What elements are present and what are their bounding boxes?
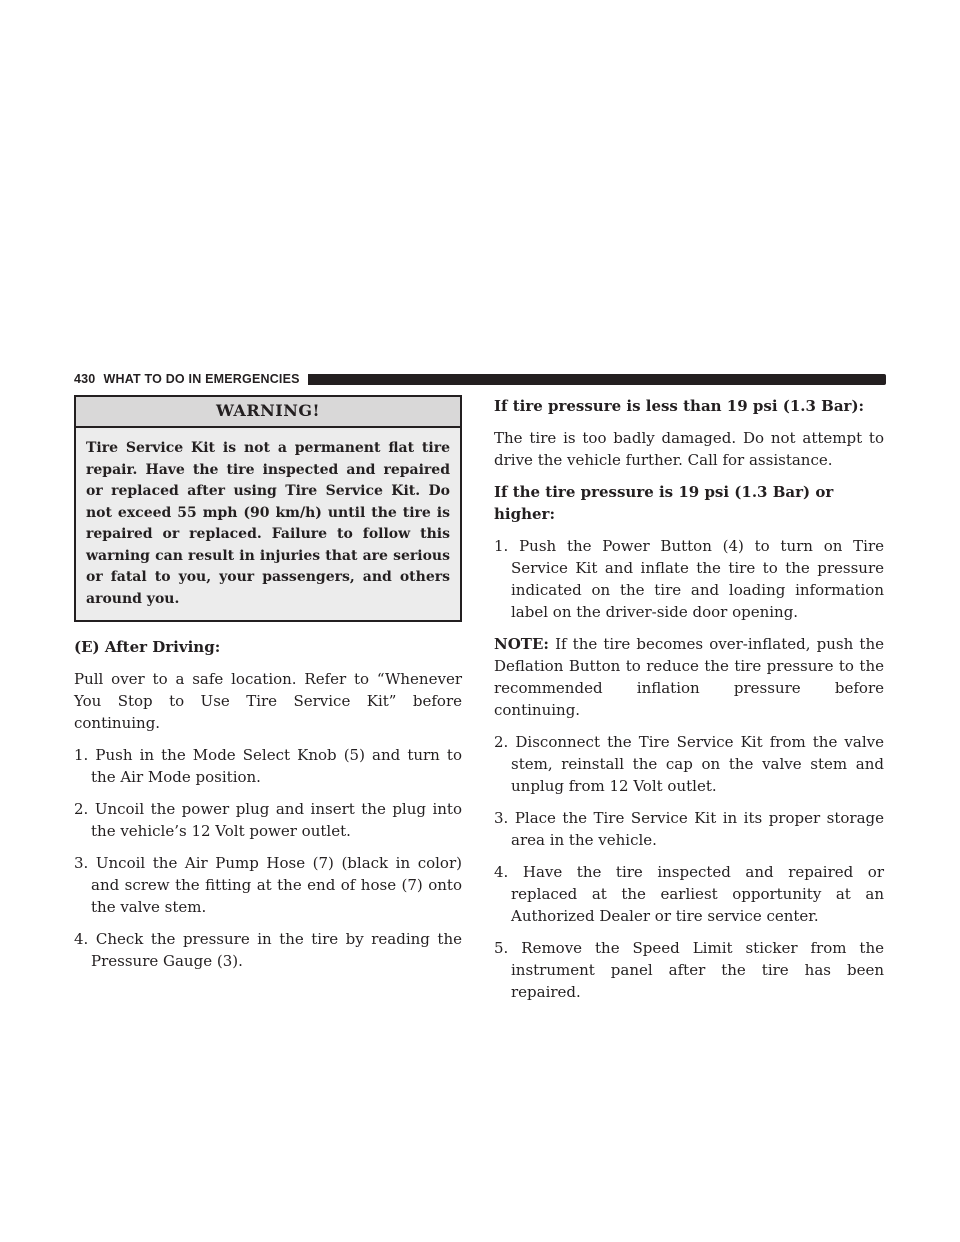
section-title: WHAT TO DO IN EMERGENCIES [103,372,300,386]
list-item [74,744,462,788]
warning-box [74,395,462,622]
high-pressure-heading: If the tire pressure is 19 psi (1.3 Bar) or higher: [494,483,834,523]
low-pressure-heading: If tire pressure is less than 19 psi (1.3 Bar): [494,397,865,415]
high-pressure-step-1 [494,535,884,623]
list-item [494,807,884,851]
list-item [494,861,884,927]
note-text: If the tire becomes over-inflated, push the Deflation Button to reduce the tire pressure to the recommended inflation pressure before continuing. [494,635,884,719]
step-number: 4. [494,863,509,881]
step-number: 4. [74,930,89,948]
step-text: Check the pressure in the tire by reading the Pressure Gauge (3). [91,930,462,970]
step-number: 1. [494,537,509,555]
list-item [494,937,884,1003]
list-item [74,798,462,842]
step-number: 2. [494,733,509,751]
list-item [74,852,462,918]
step-text: Uncoil the power plug and insert the plug into the vehicle’s 12 Volt power outlet. [91,800,462,840]
warning-text: Tire Service Kit is not a permanent flat tire repair. Have the tire inspected and repaired or replaced after using Tire Service Kit. Do not exceed 55 mph (90 km/h) until the tire is repaired or replaced. Failure to follow this warning can result in injuries that are serious or fatal to you, your passengers, and others around you. [76,428,460,620]
step-number: 2. [74,800,89,818]
high-pressure-steps [494,731,884,1003]
note-paragraph [494,633,884,721]
after-driving-steps [74,744,462,972]
list-item [494,535,884,623]
after-driving-heading: (E) After Driving: [74,638,221,656]
list-item [494,731,884,797]
step-text: Push in the Mode Select Knob (5) and turn to the Air Mode position. [91,746,462,786]
step-text: Place the Tire Service Kit in its proper storage area in the vehicle. [511,809,884,849]
step-number: 5. [494,939,509,957]
right-column [494,395,884,1013]
warning-title: WARNING! [76,397,460,428]
page-number: 430 [74,372,96,386]
step-number: 1. [74,746,89,764]
left-column [74,395,462,982]
step-text: Remove the Speed Limit sticker from the instrument panel after the tire has been repaired. [511,939,884,1001]
step-number: 3. [74,854,89,872]
list-item [74,928,462,972]
step-number: 3. [494,809,509,827]
page-header [74,370,886,388]
note-label: NOTE: [494,635,549,653]
step-text: Uncoil the Air Pump Hose (7) (black in color) and screw the fitting at the end of hose (7) onto the valve stem. [91,854,462,916]
low-pressure-text: The tire is too badly damaged. Do not attempt to drive the vehicle further. Call for assistance. [494,429,884,469]
step-text: Disconnect the Tire Service Kit from the valve stem, reinstall the cap on the valve stem and unplug from 12 Volt outlet. [511,733,884,795]
header-rule [308,374,886,385]
after-driving-intro: Pull over to a safe location. Refer to “Whenever You Stop to Use Tire Service Kit” before continuing. [74,670,462,732]
step-text: Push the Power Button (4) to turn on Tire Service Kit and inflate the tire to the pressure indicated on the tire and loading information label on the driver-side door opening. [511,537,884,621]
step-text: Have the tire inspected and repaired or replaced at the earliest opportunity at an Authorized Dealer or tire service center. [511,863,884,925]
